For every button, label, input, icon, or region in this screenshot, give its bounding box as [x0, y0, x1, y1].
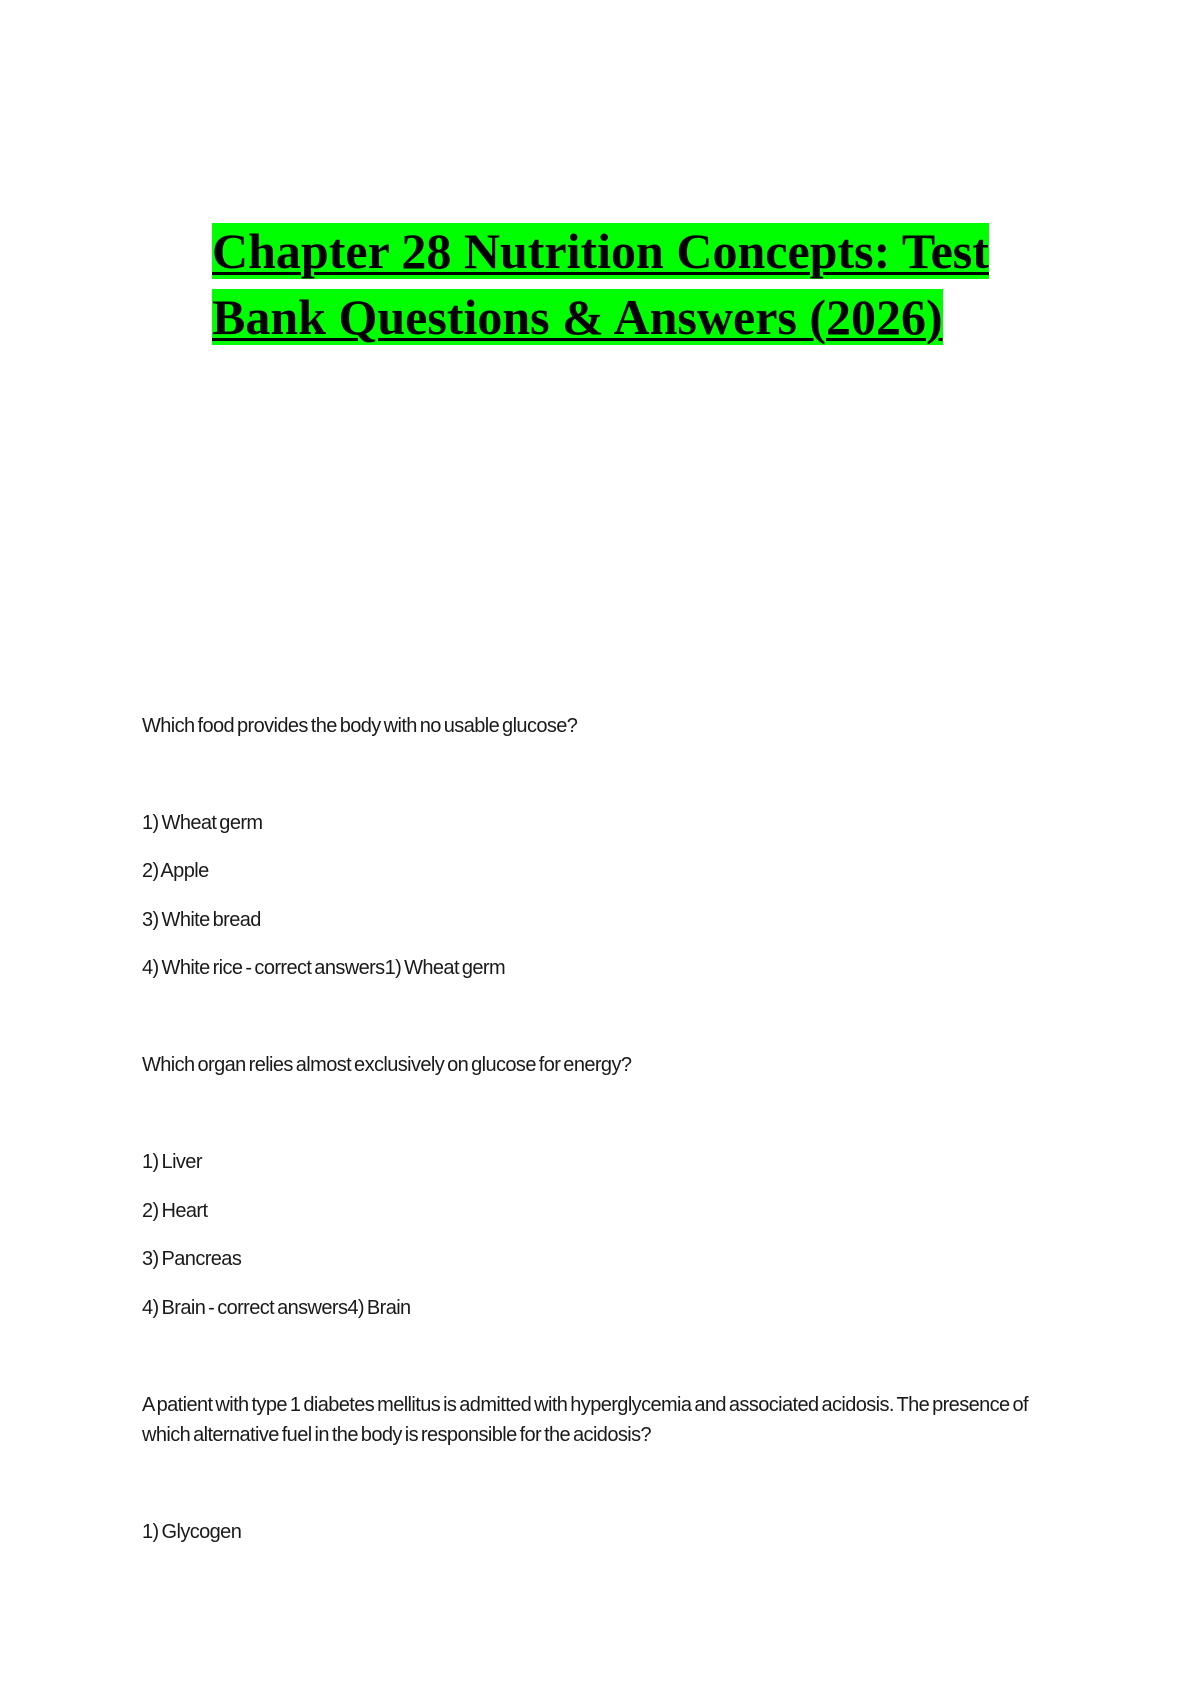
answer-option: 1) Wheat germ: [142, 812, 263, 834]
document-title: [212, 218, 1032, 350]
answer-option: 3) Pancreas: [142, 1248, 242, 1270]
title-line-2: Bank Questions & Answers (2026): [212, 289, 943, 345]
answer-option: 1) Liver: [142, 1151, 202, 1173]
title-line-1: Chapter 28 Nutrition Concepts: Test: [212, 223, 989, 279]
question-text: Which organ relies almost exclusively on glucose for energy?: [142, 1054, 632, 1076]
question-text: Which food provides the body with no usable glucose?: [142, 715, 578, 737]
answer-option-with-correct-answer: 4) White rice - correct answers1) Wheat germ: [142, 957, 506, 979]
answer-option: 2) Apple: [142, 860, 209, 882]
answer-option-with-correct-answer: 4) Brain - correct answers4) Brain: [142, 1297, 411, 1319]
answer-option: 2) Heart: [142, 1200, 208, 1222]
question-text: A patient with type 1 diabetes mellitus is admitted with hyperglycemia and associated acidosis. The presence of which alternative fuel in the body is responsible for the acidosis?: [142, 1394, 1029, 1446]
answer-option: 1) Glycogen: [142, 1521, 242, 1543]
answer-option: 3) White bread: [142, 909, 261, 931]
